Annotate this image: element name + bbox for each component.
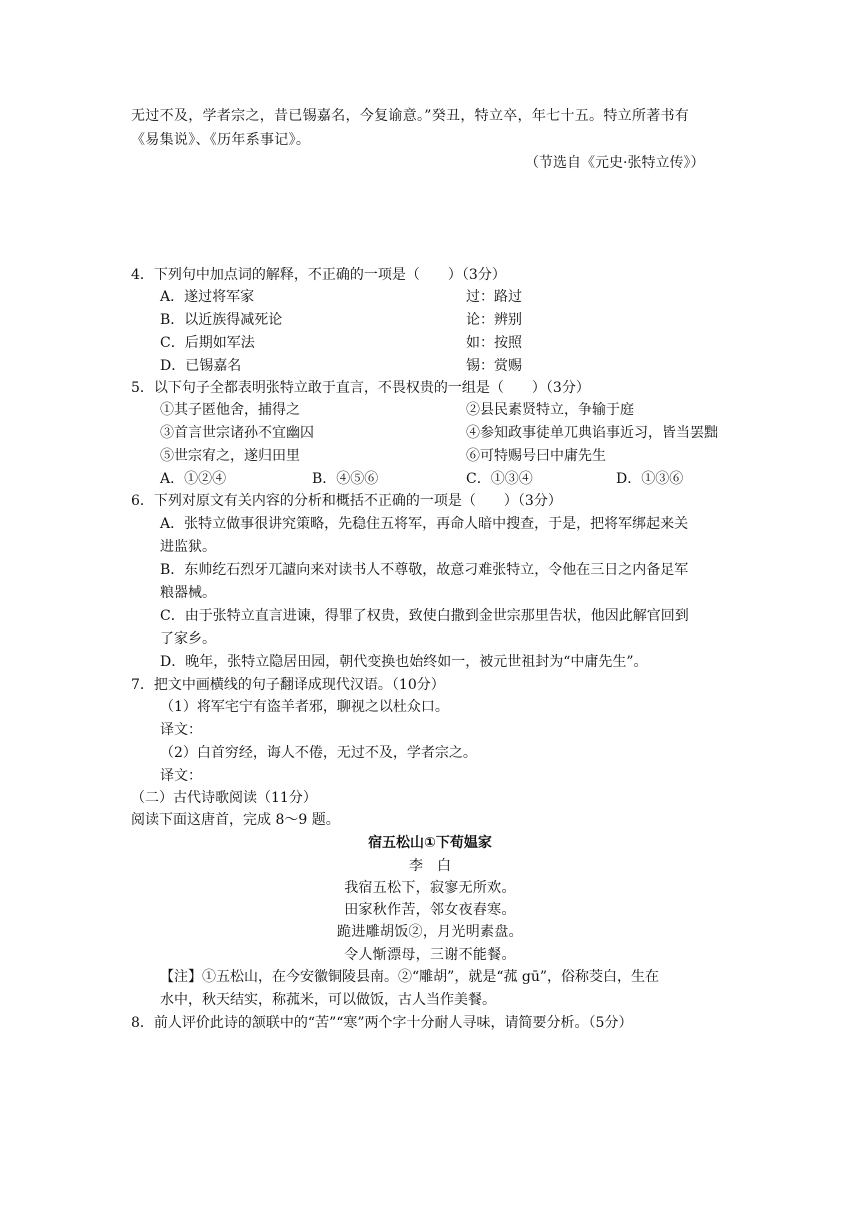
q6-option-b-cont: 粮器械。: [160, 585, 216, 601]
q4-option-c: C．后期如军法: [160, 335, 255, 351]
q7-translation-label-1: 译文：: [160, 722, 202, 738]
passage-line: 《易集说》、《历年系事记》。: [131, 132, 311, 148]
q4-option-b-gloss: 论：辨别: [466, 312, 522, 328]
poem-line-3: 跪进雕胡饭②，月光明素盘。: [337, 924, 523, 940]
q5-item-6: ⑥可特赐号曰中庸先生: [466, 448, 606, 464]
passage-line: 无过不及，学者宗之，昔已锡嘉名，今复谕意。”癸丑，特立卒，年七十五。特立所著书有: [131, 108, 690, 124]
q4-option-a-gloss: 过：路过: [466, 289, 522, 305]
q7-sentence-2: （2）白首穷经，诲人不倦，无过不及，学者宗之。: [160, 745, 477, 761]
q5-choice-a: A．①②④: [160, 471, 227, 487]
passage-source: （节选自《元史·张特立传》）: [525, 155, 705, 171]
q6-option-d: D．晚年，张特立隐居田园，朝代变换也始终如一，被元世祖封为“中庸先生”。: [160, 654, 648, 670]
poem-line-2: 田家秋作苦，邻女夜舂寒。: [344, 902, 516, 918]
q5-choice-c: C．①③④: [466, 471, 533, 487]
q6-option-c: C．由于张特立直言进谏，得罪了权贵，致使白撒到金世宗那里告状，他因此解官回到: [160, 608, 689, 624]
poem-line-4: 令人惭漂母，三谢不能餐。: [344, 947, 516, 963]
question-4-stem: 4．下列句中加点词的解释，不正确的一项是（ ）（3分）: [131, 267, 506, 283]
question-5-stem: 5．以下句子全都表明张特立敢于直言，不畏权贵的一组是（ ）（3分）: [131, 380, 590, 396]
question-7-stem: 7．把文中画横线的句子翻译成现代汉语。（10分）: [131, 677, 445, 693]
q4-option-a: A．遂过将军家: [160, 289, 255, 305]
q4-option-d: D．已锡嘉名: [160, 358, 242, 374]
q5-item-3: ③首言世宗诸孙不宜幽囚: [160, 425, 314, 441]
poem-author: 李 白: [409, 858, 451, 874]
q5-choice-d: D．①③⑥: [616, 471, 684, 487]
q6-option-a-cont: 进监狱。: [160, 539, 216, 555]
q6-option-a: A．张特立做事很讲究策略，先稳住五将军，再命人暗中搜查，于是，把将军绑起来关: [160, 516, 689, 532]
q5-item-2: ②县民素贤特立，争输于庭: [466, 402, 634, 418]
poem-line-1: 我宿五松下，寂寥无所欢。: [344, 880, 516, 896]
poem-title: 宿五松山①下荀媪家: [368, 835, 492, 851]
q5-item-5: ⑤世宗宥之，遂归田里: [160, 448, 300, 464]
q7-translation-label-2: 译文：: [160, 768, 202, 784]
q5-choice-b: B．④⑤⑥: [312, 471, 379, 487]
q6-option-c-cont: 了家乡。: [160, 631, 216, 647]
section-intro: 阅读下面这唐首，完成 8～9 题。: [131, 812, 340, 828]
q5-item-1: ①其子匿他舍，捕得之: [160, 402, 300, 418]
q4-option-c-gloss: 如：按照: [466, 335, 522, 351]
q7-sentence-1: （1）将军宅宁有盗羊者邪，聊视之以杜众口。: [160, 699, 449, 715]
q4-option-b: B．以近族得减死论: [160, 312, 283, 328]
poem-note-cont: 水中，秋天结实，称菰米，可以做饭，古人当作美餐。: [160, 992, 496, 1008]
q4-option-d-gloss: 锡：赏赐: [466, 358, 522, 374]
q6-option-b: B．东帅纥石烈牙兀謯向来对读书人不尊敬，故意刁难张特立，令他在三日之内备足军: [160, 562, 689, 578]
section-heading: （二）古代诗歌阅读（11分）: [131, 790, 317, 806]
q5-item-4: ④参知政事徒单兀典谄事近习，皆当罢黜: [466, 425, 718, 441]
poem-note: 【注】①五松山，在今安徽铜陵县南。②“雕胡”，就是“菰 gū”，俗称茭白，生在: [160, 969, 660, 985]
question-6-stem: 6．下列对原文有关内容的分析和概括不正确的一项是（ ）（3分）: [131, 493, 562, 509]
question-8-stem: 8．前人评价此诗的颔联中的“苦”“寒”两个字十分耐人寻味，请简要分析。（5分）: [131, 1015, 633, 1031]
